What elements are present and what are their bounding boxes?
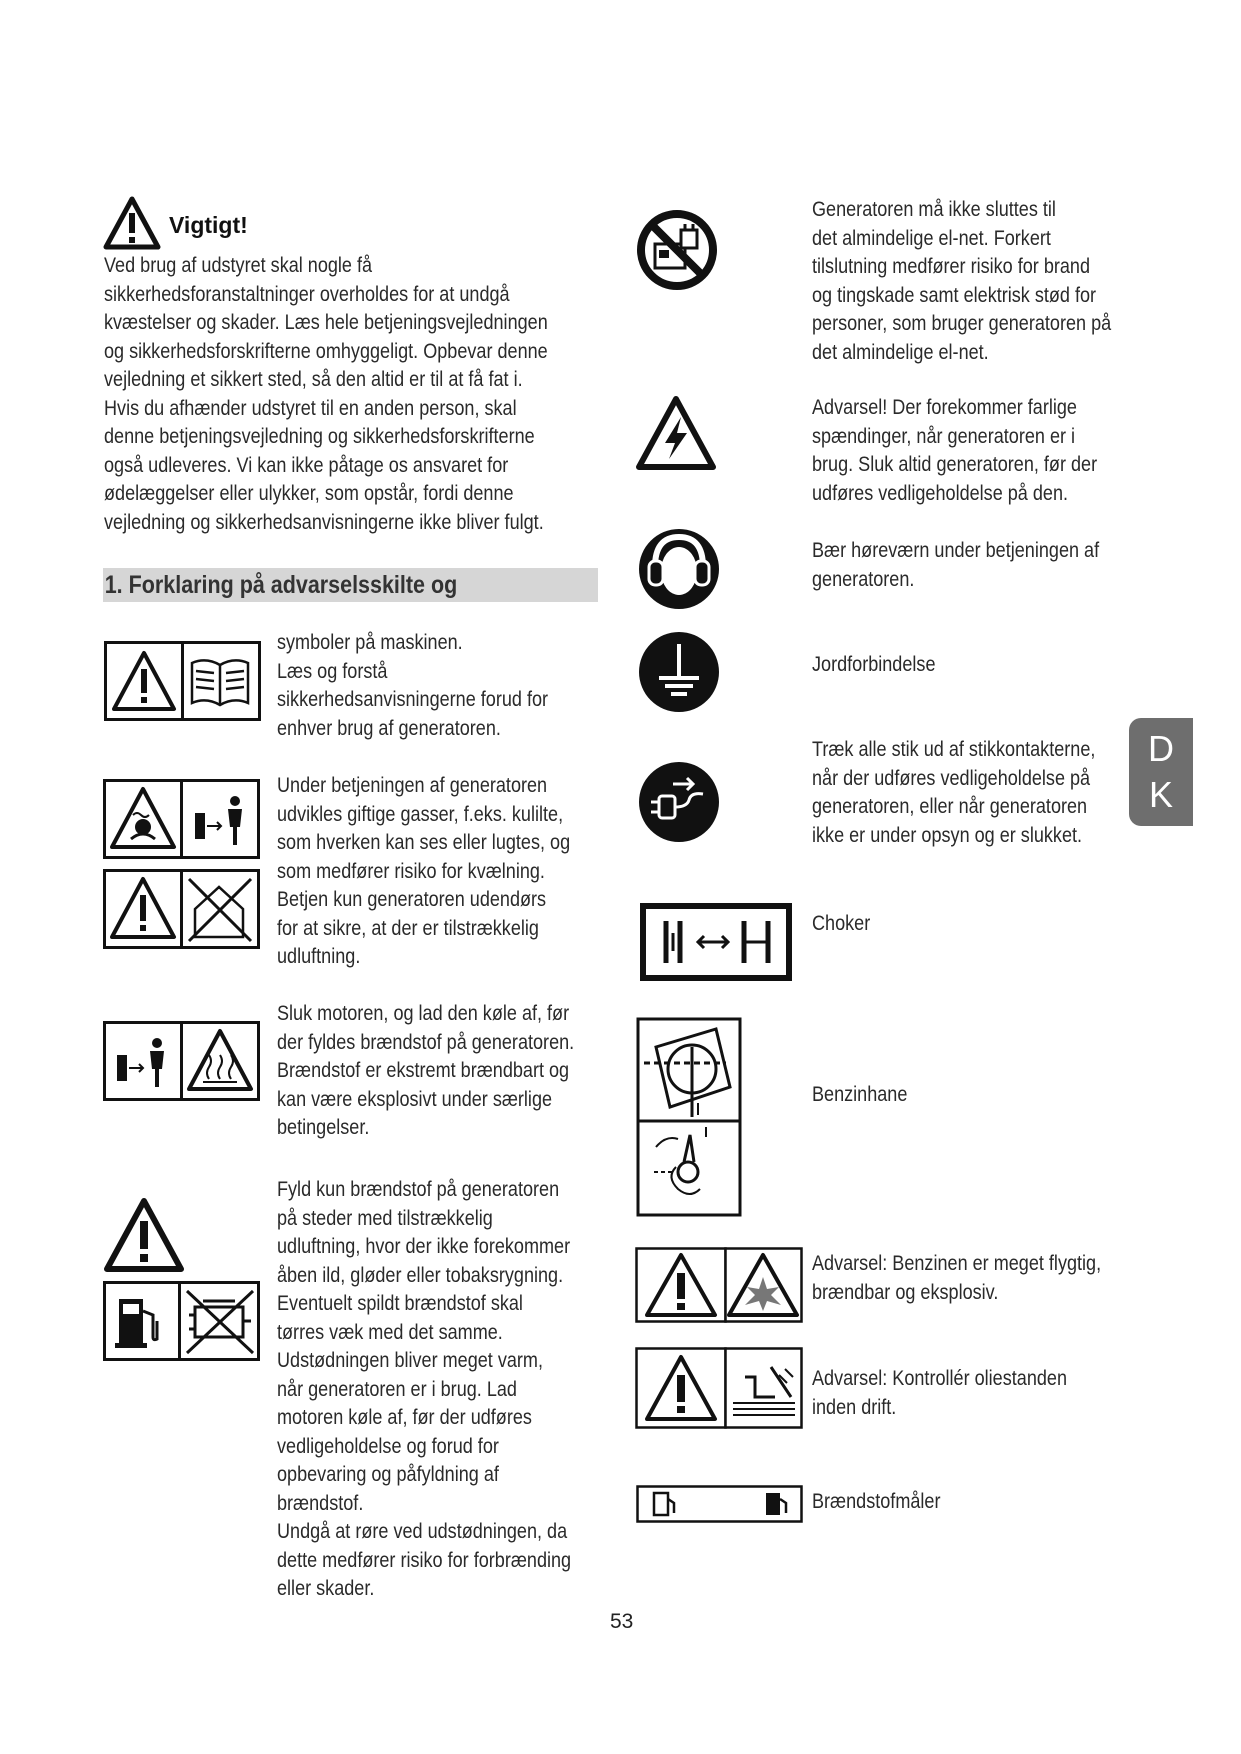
- section-title: 1. Forklaring på advarselsskilte og: [104, 571, 458, 599]
- item-hot-engine-text: Sluk motoren, og lad den køle af, før der fyldes brændstof på generatoren. Brændstof er ekstremt brændbart og kan være eksplosivt under særlige betingelser.: [277, 1002, 575, 1139]
- language-tab: [1129, 718, 1193, 826]
- warning-triangle-icon: [103, 196, 161, 250]
- item-flammable-text: Advarsel: Benzinen er meget flygtig, brændbar og eksplosiv.: [812, 1252, 1102, 1304]
- item-ear-protection-text: Bær høreværn under betjeningen af generatoren.: [812, 539, 1100, 591]
- read-manual-symbol: [104, 641, 261, 721]
- no-grid-connection-icon: [635, 208, 719, 292]
- flammable-warning-symbol: [635, 1247, 803, 1323]
- item-choke-text: Choker: [812, 912, 871, 935]
- unplug-icon: [637, 760, 721, 844]
- item-refuel-text: Fyld kun brændstof på generatoren på steder med tilstrækkelig udluftning, hvor der ikke forekommer åben ild, gløder eller tobaksrygning. Eventuelt spildt brændstof skal tørres væk med det samme. Udstødningen bliver meget varm, når generatoren er i brug. Lad motoren køle af, før der udføres vedligeholdelse og forud for opbevaring og påfyldning af brændstof. Undgå at røre ved udstødningen, da dette medfører risiko for forbrænding eller skader.: [277, 1178, 572, 1600]
- item-unplug-text: Træk alle stik ud af stikkontakterne, når der udføres vedligeholdelse på generatoren, eller når generatoren ikke er under opsyn og er slukket.: [812, 738, 1096, 847]
- choke-symbol: [640, 903, 792, 981]
- oil-level-warning-symbol: [635, 1347, 803, 1429]
- item-ground-text: Jordforbindelse: [812, 653, 936, 676]
- electrical-hazard-icon: [635, 395, 717, 471]
- item-fuel-gauge-text: Brændstofmåler: [812, 1490, 941, 1513]
- page-number: 53: [610, 1610, 634, 1633]
- item-fuel-valve-text: Benzinhane: [812, 1083, 908, 1106]
- fuel-valve-symbol: [636, 1017, 742, 1217]
- ground-icon: [637, 630, 721, 714]
- refuel-safety-symbol: [103, 1281, 260, 1361]
- toxic-gas-symbol: [103, 779, 260, 859]
- hot-surface-symbol: [103, 1021, 260, 1101]
- important-title: Vigtigt!: [169, 212, 248, 238]
- important-text: Ved brug af udstyret skal nogle få sikkerhedsforanstaltninger overholdes for at undgå kvæstelser og skader. Læs hele betjeningsvejledningen og sikkerhedsforskrifterne omhyggeligt. Opbevar denne vejledning et sikkert sted, så den altid er til at få fat i. Hvis du afhænder udstyret til en anden person, skal denne betjeningsvejledning og sikkerhedsforskrifterne også udleveres. Vi kan ikke påtage os ansvaret for ødelæggelser eller ulykker, som opstår, fordi denne vejledning og sikkerhedsanvisningerne ikke bliver fulgt.: [104, 254, 548, 534]
- item-no-grid-text: Generatoren må ikke sluttes til det almindelige el-net. Forkert tilslutning medfører risiko for brand og tingskade samt elektrisk stød for personer, som bruger generatoren på det almindelige el-net.: [812, 198, 1112, 364]
- fuel-gauge-symbol: [636, 1485, 803, 1523]
- item-electrical-text: Advarsel! Der forekommer farlige spændinger, når generatoren er i brug. Sluk altid generatoren, før der udføres vedligeholdelse på den.: [812, 396, 1098, 505]
- person-icon: [152, 1038, 162, 1048]
- item-toxic-gas-text: Under betjeningen af generatoren udvikles giftige gasser, f.eks. kulilte, som hverken kan ses eller lugtes, og som medfører risiko for kvælning. Betjen kun generatoren udendørs for at sikre, at der er tilstrækkelig udluftning.: [277, 774, 571, 968]
- language-tab-line1: D: [1148, 728, 1174, 769]
- language-tab-line2: K: [1148, 774, 1173, 815]
- ear-protection-icon: [637, 527, 721, 611]
- no-indoor-use-symbol: [103, 869, 260, 949]
- warning-triangle-icon: [103, 1197, 185, 1273]
- person-icon: [230, 796, 240, 806]
- item-oil-level-text: Advarsel: Kontrollér oliestanden inden drift.: [812, 1367, 1068, 1419]
- section-heading-bar: [103, 568, 598, 602]
- item-read-manual-text: symboler på maskinen. Læs og forstå sikkerhedsanvisningerne forud for enhver brug af generatoren.: [277, 631, 549, 740]
